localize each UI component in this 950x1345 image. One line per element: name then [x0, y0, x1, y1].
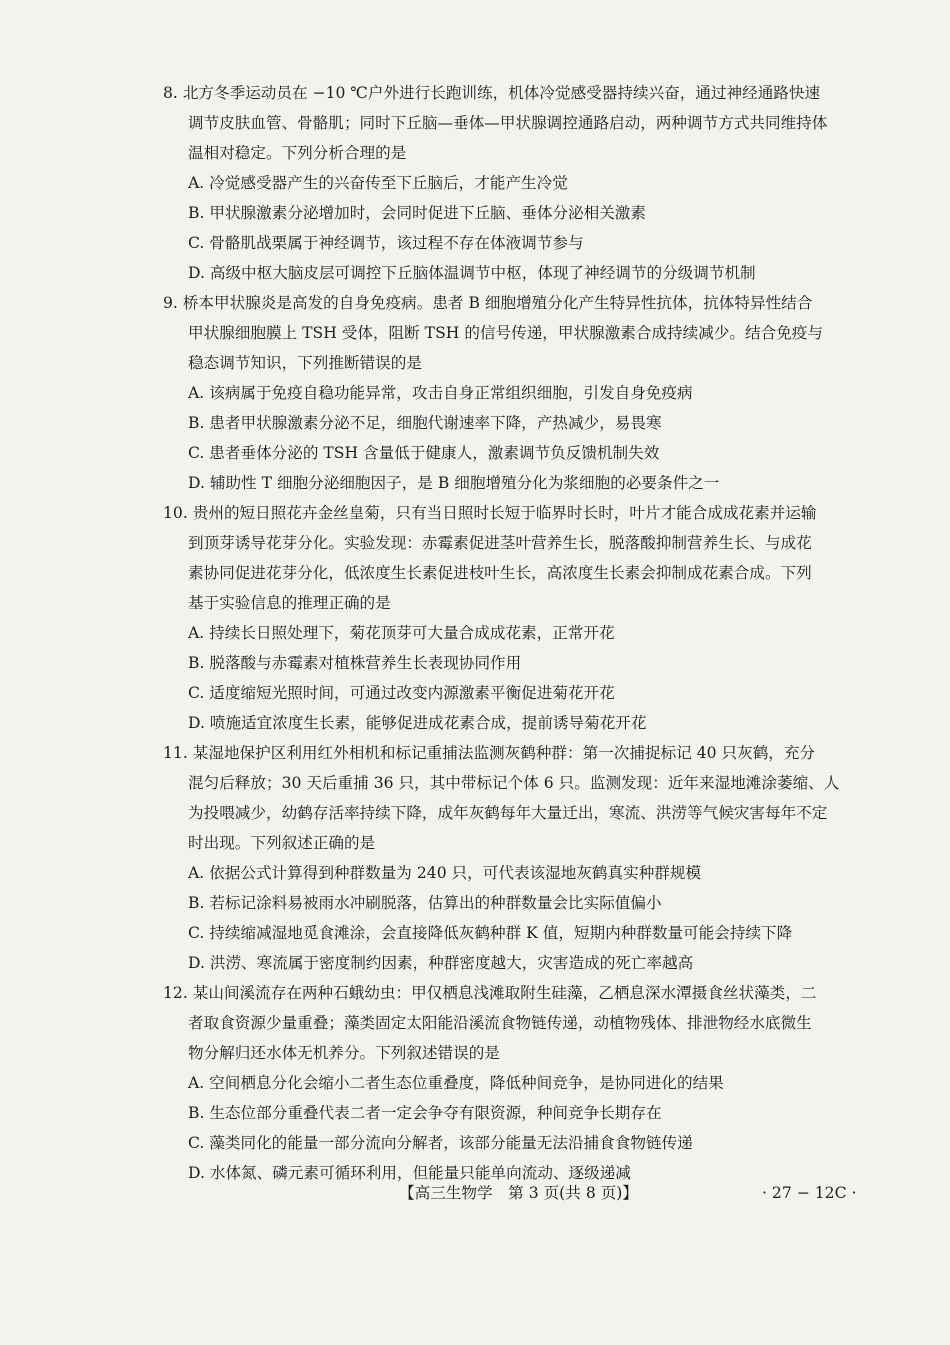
answer-option-C: C. 藻类同化的能量一部分流向分解者，该部分能量无法沿捕食食物链传递	[188, 1134, 693, 1152]
answer-option-A: A. 冷觉感受器产生的兴奋传至下丘脑后，才能产生冷觉	[188, 174, 568, 192]
answer-option-A: A. 持续长日照处理下，菊花顶芽可大量合成成花素，正常开花	[188, 624, 615, 642]
stem-line: 基于实验信息的推理正确的是	[188, 594, 391, 612]
stem-line: 12. 某山间溪流存在两种石蛾幼虫：甲仅栖息浅滩取附生硅藻，乙栖息深水潭摄食丝状藻类，二	[163, 984, 817, 1002]
answer-options	[0, 858, 950, 978]
answer-option-C: C. 持续缩减湿地觅食滩涂，会直接降低灰鹤种群 K 值，短期内种群数量可能会持续下降	[188, 924, 793, 942]
question-stem	[0, 78, 950, 168]
answer-option-D: D. 洪涝、寒流属于密度制约因素，种群密度越大，灾害造成的死亡率越高	[188, 954, 694, 972]
stem-line: 时出现。下列叙述正确的是	[188, 834, 376, 852]
question-10	[0, 498, 950, 738]
answer-options	[0, 1068, 950, 1188]
stem-line: 为投喂减少，幼鹤存活率持续下降，成年灰鹤每年大量迁出，寒流、洪涝等气候灾害每年不定	[188, 804, 828, 822]
answer-option-D: D. 辅助性 T 细胞分泌细胞因子，是 B 细胞增殖分化为浆细胞的必要条件之一	[188, 474, 720, 492]
question-8	[0, 78, 950, 288]
stem-line: 11. 某湿地保护区利用红外相机和标记重捕法监测灰鹤种群：第一次捕捉标记 40 只灰鹤，充分	[163, 744, 816, 762]
question-stem	[0, 288, 950, 378]
answer-option-B: B. 甲状腺激素分泌增加时，会同时促进下丘脑、垂体分泌相关激素	[188, 204, 646, 222]
stem-line: 9. 桥本甲状腺炎是高发的自身免疫病。患者 B 细胞增殖分化产生特异性抗体，抗体特异性结合	[163, 294, 813, 312]
answer-options	[0, 618, 950, 738]
answer-option-B: B. 脱落酸与赤霉素对植株营养生长表现协同作用	[188, 654, 522, 672]
stem-line: 到顶芽诱导花芽分化。实验发现：赤霉素促进茎叶营养生长，脱落酸抑制营养生长、与成花	[188, 534, 812, 552]
question-12	[0, 978, 950, 1188]
question-stem	[0, 978, 950, 1068]
stem-line: 者取食资源少量重叠；藻类固定太阳能沿溪流食物链传递，动植物残体、排泄物经水底微生	[188, 1014, 812, 1032]
question-9	[0, 288, 950, 498]
answer-options	[0, 168, 950, 288]
answer-option-B: B. 生态位部分重叠代表二者一定会争夺有限资源，种间竞争长期存在	[188, 1104, 662, 1122]
answer-option-A: A. 该病属于免疫自稳功能异常，攻击自身正常组织细胞，引发自身免疫病	[188, 384, 693, 402]
stem-line: 温相对稳定。下列分析合理的是	[188, 144, 407, 162]
question-list	[0, 78, 950, 1188]
answer-option-B: B. 若标记涂料易被雨水冲刷脱落，估算出的种群数量会比实际值偏小	[188, 894, 662, 912]
stem-line: 素协同促进花芽分化，低浓度生长素促进枝叶生长，高浓度生长素会抑制成花素合成。下列	[188, 564, 812, 582]
answer-option-D: D. 喷施适宜浓度生长素，能够促进成花素合成，提前诱导菊花开花	[188, 714, 647, 732]
stem-line: 物分解归还水体无机养分。下列叙述错误的是	[188, 1044, 500, 1062]
footer-title: 【高三生物学 第 3 页(共 8 页)】	[399, 1184, 638, 1202]
answer-option-B: B. 患者甲状腺激素分泌不足，细胞代谢速率下降，产热减少，易畏寒	[188, 414, 662, 432]
stem-line: 稳态调节知识，下列推断错误的是	[188, 354, 422, 372]
answer-option-D: D. 高级中枢大脑皮层可调控下丘脑体温调节中枢，体现了神经调节的分级调节机制	[188, 264, 756, 282]
stem-line: 8. 北方冬季运动员在 −10 ℃户外进行长跑训练，机体冷觉感受器持续兴奋，通过神经通路快速	[163, 84, 821, 102]
page-footer	[0, 1178, 950, 1208]
stem-line: 甲状腺细胞膜上 TSH 受体，阻断 TSH 的信号传递，甲状腺激素合成持续减少。结合免疫与	[188, 324, 823, 342]
stem-line: 调节皮肤血管、骨骼肌；同时下丘脑—垂体—甲状腺调控通路启动，两种调节方式共同维持体	[188, 114, 828, 132]
stem-line: 10. 贵州的短日照花卉金丝皇菊，只有当日照时长短于临界时长时，叶片才能合成成花素并运输	[163, 504, 817, 522]
question-11	[0, 738, 950, 978]
answer-option-C: C. 适度缩短光照时间，可通过改变内源激素平衡促进菊花开花	[188, 684, 615, 702]
answer-options	[0, 378, 950, 498]
answer-option-A: A. 空间栖息分化会缩小二者生态位重叠度，降低种间竞争，是协同进化的结果	[188, 1074, 724, 1092]
answer-option-D: D. 水体氮、磷元素可循环利用，但能量只能单向流动、逐级递减	[188, 1164, 631, 1182]
answer-option-C: C. 患者垂体分泌的 TSH 含量低于健康人，激素调节负反馈机制失效	[188, 444, 660, 462]
question-stem	[0, 738, 950, 858]
answer-option-C: C. 骨骼肌战栗属于神经调节，该过程不存在体液调节参与	[188, 234, 584, 252]
stem-line: 混匀后释放；30 天后重捕 36 只，其中带标记个体 6 只。监测发现：近年来湿地滩涂萎缩、人	[188, 774, 840, 792]
answer-option-A: A. 依据公式计算得到种群数量为 240 只，可代表该湿地灰鹤真实种群规模	[188, 864, 702, 882]
footer-code: · 27 − 12C ·	[762, 1184, 857, 1202]
question-stem	[0, 498, 950, 618]
